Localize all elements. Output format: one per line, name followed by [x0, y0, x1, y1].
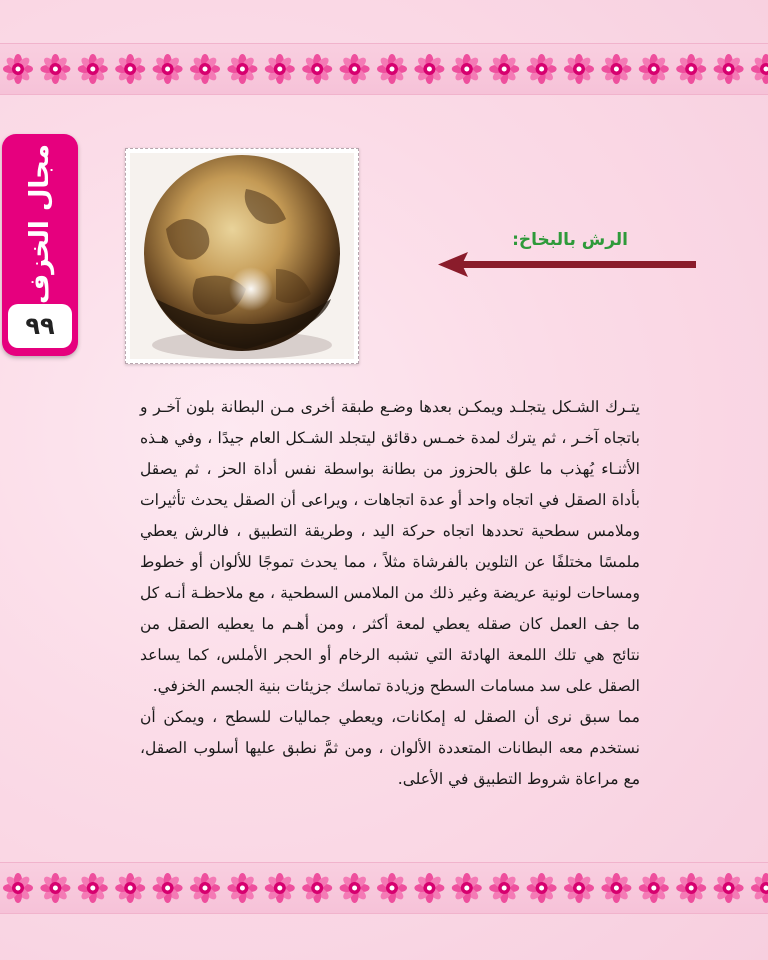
left-arrow-icon	[438, 250, 698, 280]
flower-icon	[78, 54, 108, 84]
flower-icon	[414, 873, 444, 903]
chapter-side-tab	[2, 134, 78, 356]
flower-icon	[302, 873, 332, 903]
flower-icon	[340, 873, 370, 903]
flower-icon	[302, 54, 332, 84]
flower-icon	[452, 873, 482, 903]
flower-icon	[564, 54, 594, 84]
flower-icon	[190, 54, 220, 84]
flower-icon	[78, 873, 108, 903]
chapter-title: مجال الخزف	[25, 144, 55, 304]
flower-icon	[676, 54, 706, 84]
flower-icon	[414, 54, 444, 84]
flower-icon	[601, 54, 631, 84]
flower-icon	[377, 54, 407, 84]
flower-icon	[153, 54, 183, 84]
flower-icon	[527, 54, 557, 84]
flower-icon	[3, 873, 33, 903]
flower-icon	[227, 873, 257, 903]
page-number: ٩٩	[8, 304, 72, 348]
flower-icon	[489, 54, 519, 84]
flower-icon	[452, 54, 482, 84]
flower-icon	[714, 873, 744, 903]
flower-icon	[265, 54, 295, 84]
flower-icon	[676, 873, 706, 903]
flower-icon	[564, 873, 594, 903]
flower-border-icon	[0, 44, 768, 94]
bottom-flower-border	[0, 862, 768, 914]
ceramic-photo	[125, 148, 359, 364]
flower-icon	[115, 54, 145, 84]
paragraph: يتـرك الشـكل يتجلـد ويمكـن بعدها وضـع طبقة أخرى مـن البطانة بلون آخـر و باتجاه آخـر ، ثم يترك لمدة خمـس دقائق ليتجلد الشـكل العام جيدًا ، وفي هـذه الأثنـاء يُهذب ما علق بالحزوز من بطانة بواسطة نفس أداة الحز ، ثم يصقل بأداة الصقل في اتجاه واحد أو عدة اتجاهات ، ويراعى أن الصقل يحدث تأثيرات وملامس سطحية تحددها اتجاه حركة اليد ، وطريقة التطبيق ، فالرش يعطي ملمسًا مختلفًا عن التلوين بالفرشاة مثلاً ، مما يحدث تموجًا للألوان أو خطوط ومساحات لونية عريضة وغير ذلك من الملامس السطحية ، مع ملاحظـة أنـه كل ما جف العمل كان صقله يعطي لمعة أكثر ، ومن أهـم ما يعطيه الصقل من نتائج هي تلك اللمعة الهادئة التي تشبه الرخام أو الحجر الأملس، كما يساعد الصقل على سد مسامات السطح وزيادة تماسك جزيئات بنية الجسم الخزفي.	[140, 398, 640, 695]
flower-border-icon	[0, 863, 768, 913]
flower-icon	[601, 873, 631, 903]
flower-icon	[639, 873, 669, 903]
flower-icon	[3, 54, 33, 84]
flower-icon	[190, 873, 220, 903]
flower-icon	[340, 54, 370, 84]
glazed-ceramic-sphere-photo-icon	[126, 149, 358, 363]
flower-icon	[489, 873, 519, 903]
flower-icon	[751, 54, 768, 84]
flower-icon	[377, 873, 407, 903]
top-flower-border	[0, 43, 768, 95]
flower-icon	[527, 873, 557, 903]
flower-icon	[639, 54, 669, 84]
flower-icon	[115, 873, 145, 903]
body-text	[140, 392, 640, 795]
flower-icon	[153, 873, 183, 903]
flower-icon	[714, 54, 744, 84]
paragraph: مما سبق نرى أن الصقل له إمكانات، ويعطي جماليات للسطح ، ويمكن أن نستخدم معه البطانات المتعددة الألوان ، ومن ثمَّ نطبق عليها أسلوب الصقل، مع مراعاة شروط التطبيق في الأعلى.	[140, 708, 640, 788]
flower-icon	[40, 54, 70, 84]
flower-icon	[751, 873, 768, 903]
spray-caption: الرش بالبخاخ:	[512, 230, 628, 250]
flower-icon	[40, 873, 70, 903]
flower-icon	[265, 873, 295, 903]
flower-icon	[227, 54, 257, 84]
